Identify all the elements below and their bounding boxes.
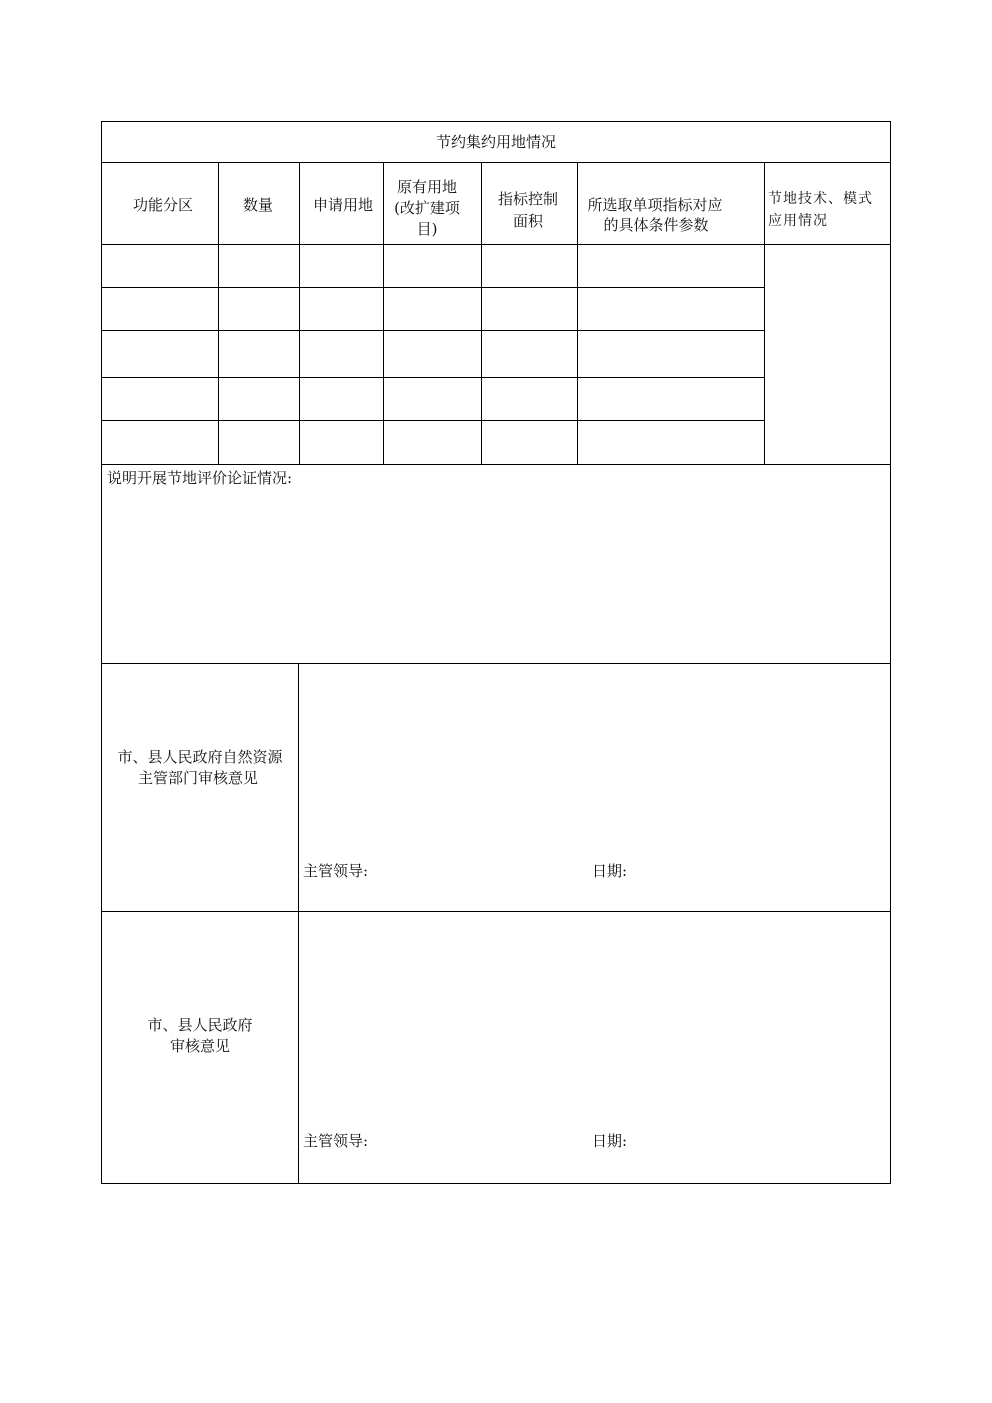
table-cell[interactable]: [577, 287, 764, 330]
table-cell[interactable]: [481, 420, 577, 464]
table-cell[interactable]: [218, 420, 299, 464]
table-cell[interactable]: [383, 330, 481, 377]
header-index-area-line2: 面积: [512, 212, 544, 230]
table-cell[interactable]: [299, 244, 383, 287]
table-cell[interactable]: [218, 330, 299, 377]
resources-review-label-line1: 市、县人民政府自然资源: [117, 748, 283, 766]
header-params-line2: 的具体条件参数: [603, 216, 709, 234]
table-cell[interactable]: [481, 287, 577, 330]
government-date-label: 日期:: [592, 1132, 628, 1150]
table-cell[interactable]: [383, 377, 481, 420]
table-cell[interactable]: [577, 420, 764, 464]
table-cell[interactable]: [577, 377, 764, 420]
header-original-land-line3: 目): [416, 220, 438, 238]
table-cell[interactable]: [383, 244, 481, 287]
table-cell[interactable]: [481, 377, 577, 420]
section-title: 节约集约用地情况: [435, 133, 557, 151]
resources-review-label-line2: 主管部门审核意见: [137, 769, 259, 787]
table-cell[interactable]: [299, 330, 383, 377]
table-cell[interactable]: [577, 244, 764, 287]
table-cell[interactable]: [218, 287, 299, 330]
table-cell[interactable]: [577, 330, 764, 377]
table-cell[interactable]: [299, 377, 383, 420]
resources-date-label: 日期:: [592, 862, 628, 880]
table-cell[interactable]: [481, 330, 577, 377]
table-cell[interactable]: [101, 244, 218, 287]
government-review-label-line2: 审核意见: [169, 1037, 231, 1055]
tech-application-cell[interactable]: [764, 244, 891, 464]
evaluation-cell[interactable]: [101, 464, 891, 663]
header-tech-line2: 应用情况: [768, 213, 828, 229]
government-review-label-line1: 市、县人民政府: [147, 1016, 253, 1034]
table-cell[interactable]: [299, 287, 383, 330]
table-cell[interactable]: [101, 287, 218, 330]
table-cell[interactable]: [101, 377, 218, 420]
table-cell[interactable]: [101, 420, 218, 464]
header-quantity: 数量: [242, 196, 274, 214]
header-applied-land: 申请用地: [312, 196, 374, 214]
resources-leader-label: 主管领导:: [303, 862, 369, 880]
land-use-form-table: [101, 121, 891, 1184]
header-params-line1: 所选取单项指标对应: [587, 196, 723, 214]
table-cell[interactable]: [383, 287, 481, 330]
table-cell[interactable]: [101, 330, 218, 377]
table-cell[interactable]: [383, 420, 481, 464]
government-leader-label: 主管领导:: [303, 1132, 369, 1150]
table-cell[interactable]: [299, 420, 383, 464]
header-original-land-line2: (改扩建项: [394, 199, 460, 217]
header-tech-line1: 节地技术、模式: [768, 191, 873, 207]
table-cell[interactable]: [218, 377, 299, 420]
header-original-land-line1: 原有用地: [396, 178, 458, 196]
header-zone: 功能分区: [132, 196, 194, 214]
header-index-area-line1: 指标控制: [497, 190, 559, 208]
evaluation-label: 说明开展节地评价论证情况:: [107, 469, 293, 487]
table-cell[interactable]: [481, 244, 577, 287]
table-cell[interactable]: [218, 244, 299, 287]
